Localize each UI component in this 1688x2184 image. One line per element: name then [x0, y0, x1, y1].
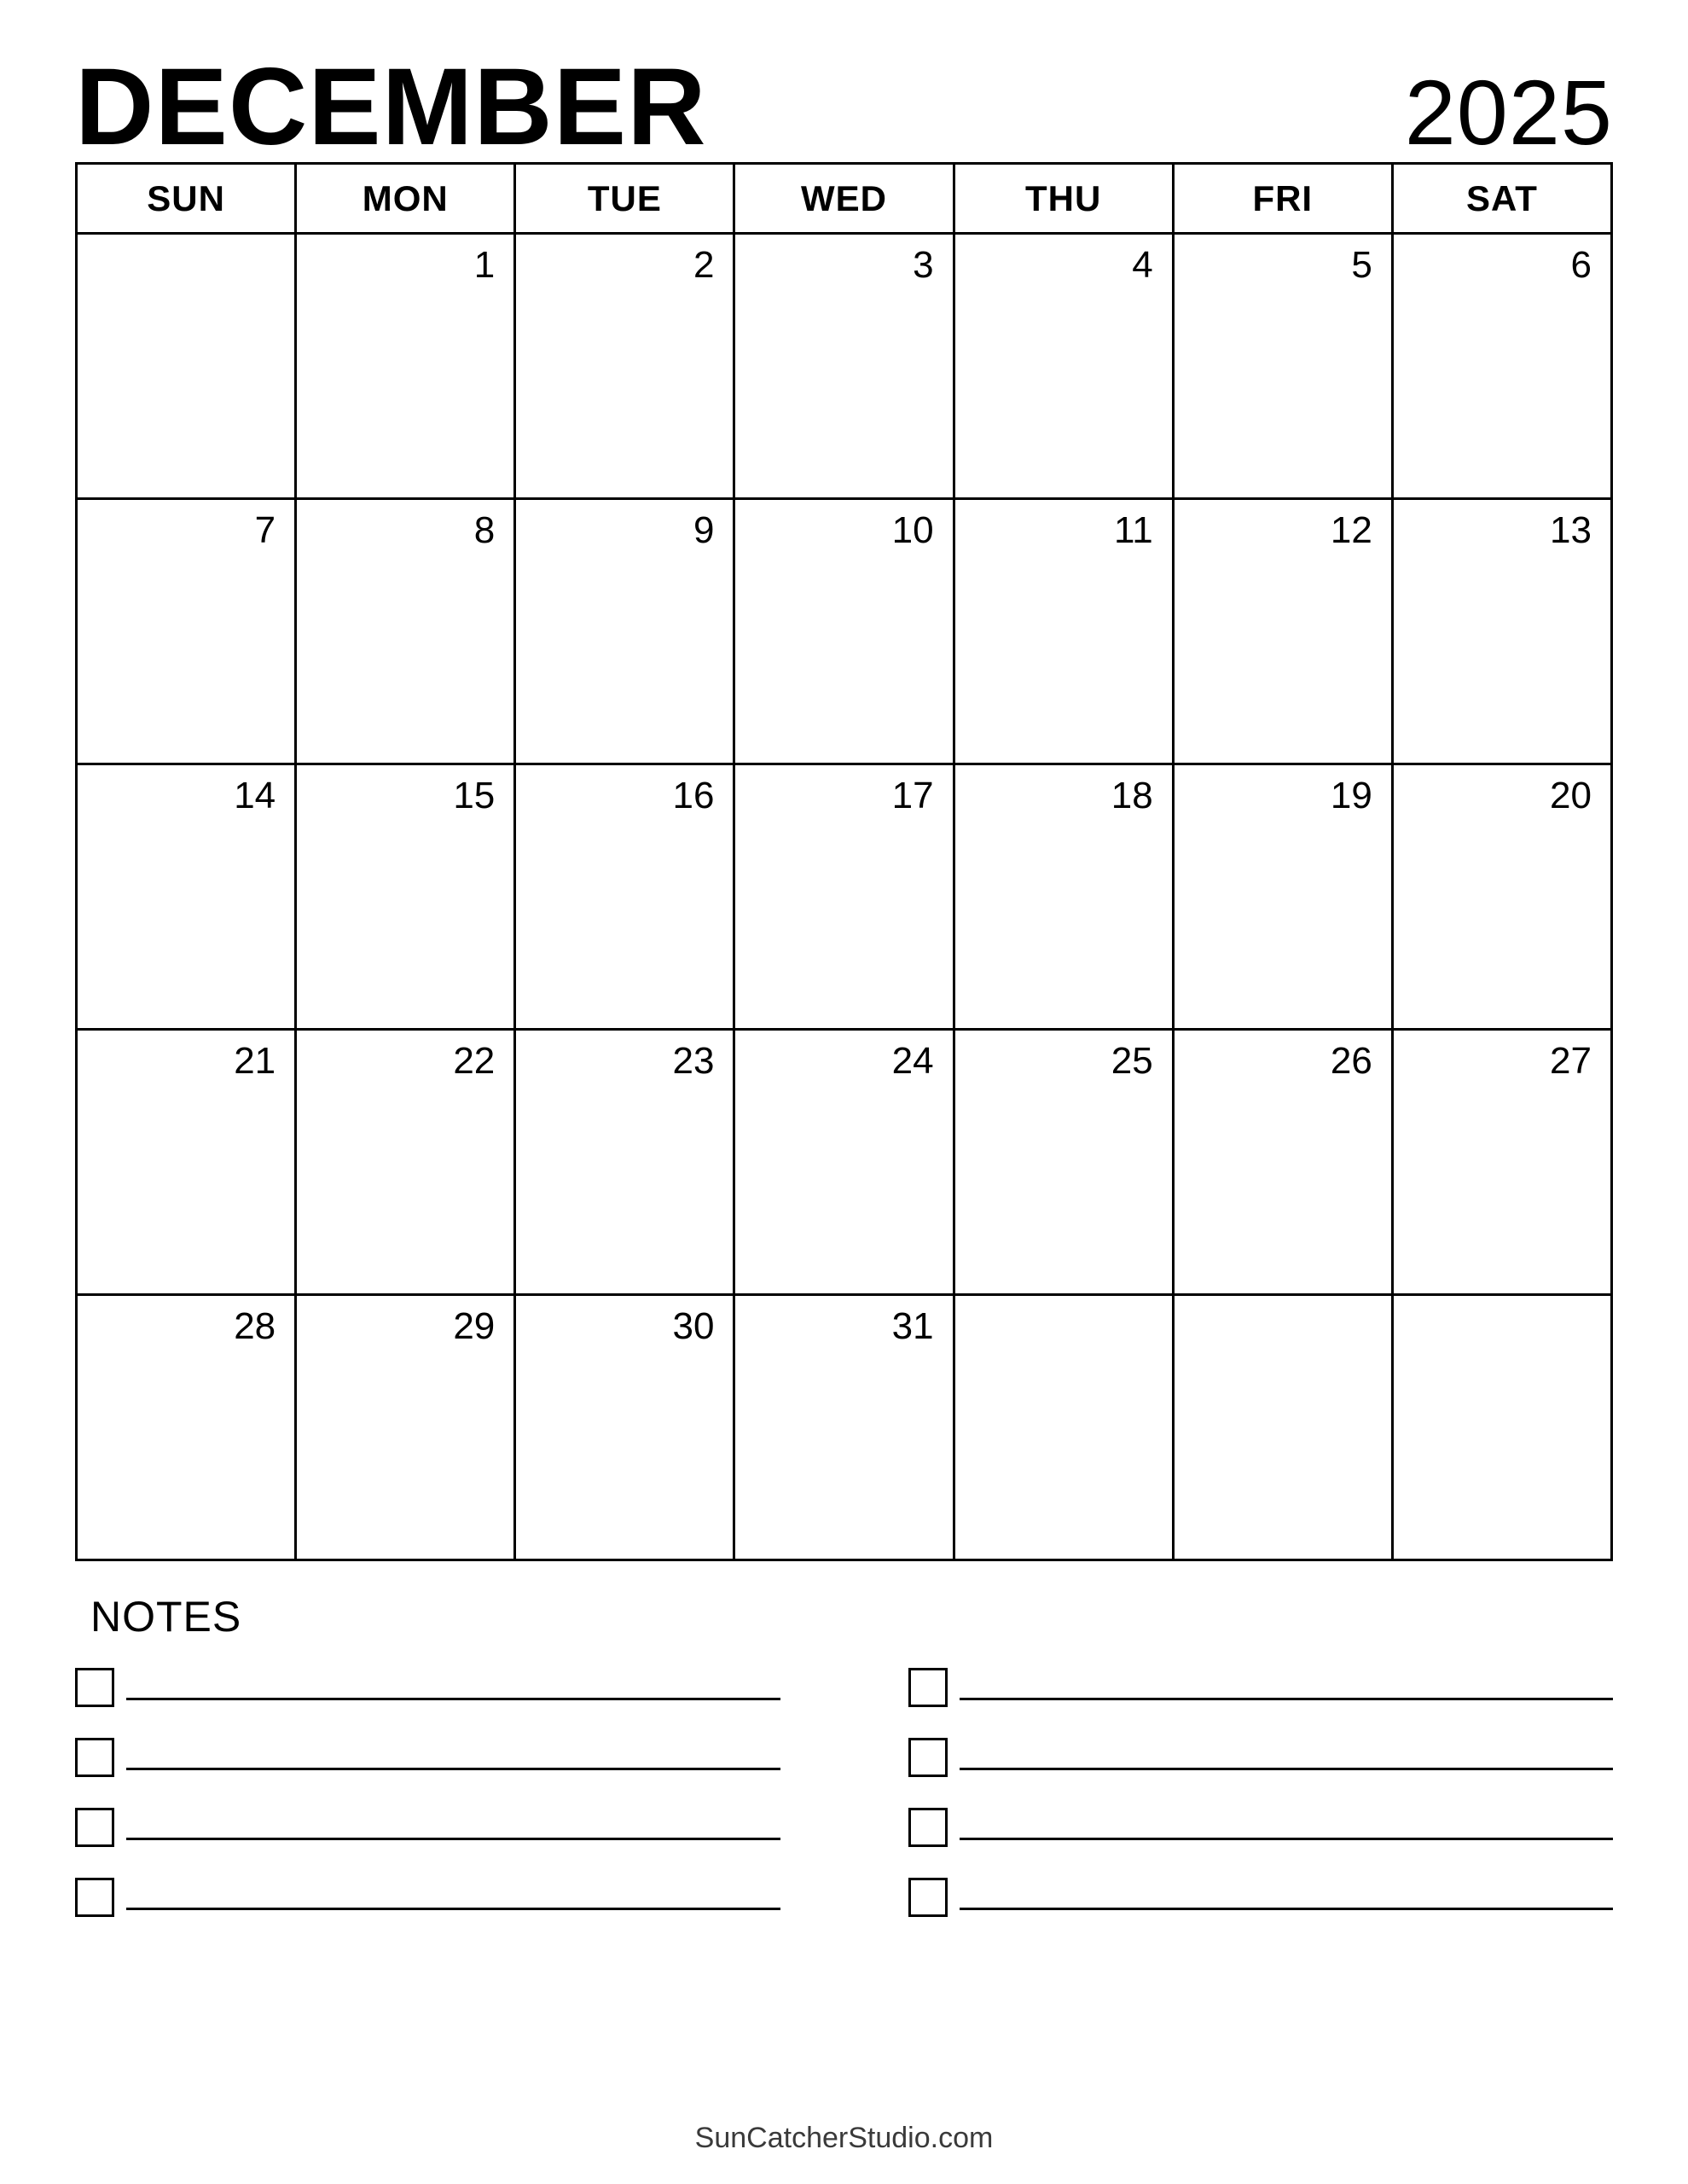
day-cell[interactable] [735, 1031, 954, 1296]
note-row[interactable] [908, 1804, 1614, 1851]
month-label: DECEMBER [75, 46, 707, 168]
notes-heading: NOTES [90, 1593, 242, 1641]
weekday-header-sun: SUN [78, 165, 297, 235]
note-line-input[interactable] [960, 1698, 1614, 1700]
day-number: 16 [672, 775, 715, 816]
day-number: 12 [1330, 509, 1372, 551]
weekday-header-sat: SAT [1394, 165, 1613, 235]
day-cell[interactable] [78, 765, 297, 1031]
weekday-header-mon: MON [297, 165, 516, 235]
note-line-input[interactable] [126, 1768, 780, 1770]
day-number: 11 [1114, 509, 1153, 551]
page-title [75, 0, 1613, 168]
day-number: 31 [891, 1305, 934, 1347]
note-line-input[interactable] [126, 1908, 780, 1910]
day-cell[interactable] [955, 235, 1175, 500]
day-cell[interactable] [78, 1031, 297, 1296]
notes-column-right [908, 1664, 1614, 1921]
checkbox-icon[interactable] [75, 1668, 114, 1707]
day-number: 26 [1330, 1040, 1372, 1082]
day-number: 19 [1330, 775, 1372, 816]
day-cell[interactable] [297, 500, 516, 765]
day-cell[interactable] [735, 1296, 954, 1561]
checkbox-icon[interactable] [75, 1808, 114, 1847]
year-label: 2025 [1404, 61, 1613, 164]
day-cell[interactable] [735, 765, 954, 1031]
day-number: 25 [1111, 1040, 1153, 1082]
day-cell[interactable] [1394, 500, 1613, 765]
weekday-header-tue: TUE [516, 165, 735, 235]
day-cell[interactable] [516, 235, 735, 500]
day-number: 3 [913, 244, 934, 286]
day-number: 28 [234, 1305, 276, 1347]
weekday-header-wed: WED [735, 165, 954, 235]
day-number: 18 [1111, 775, 1153, 816]
day-cell[interactable] [297, 1296, 516, 1561]
day-number: 17 [891, 775, 934, 816]
day-cell[interactable] [735, 500, 954, 765]
day-cell[interactable] [955, 1031, 1175, 1296]
note-row[interactable] [75, 1804, 780, 1851]
day-number: 1 [473, 244, 496, 286]
day-cell[interactable] [1394, 1296, 1613, 1561]
day-cell[interactable] [297, 765, 516, 1031]
checkbox-icon[interactable] [908, 1808, 948, 1847]
day-number: 27 [1550, 1040, 1592, 1082]
day-cell[interactable] [516, 1031, 735, 1296]
day-cell[interactable] [1394, 235, 1613, 500]
day-number: 13 [1550, 509, 1592, 551]
note-row[interactable] [75, 1873, 780, 1921]
note-row[interactable] [908, 1734, 1614, 1781]
day-number: 10 [891, 509, 934, 551]
weekday-header-thu: THU [955, 165, 1175, 235]
day-number: 30 [672, 1305, 715, 1347]
day-cell[interactable] [955, 500, 1175, 765]
day-cell[interactable] [1175, 500, 1394, 765]
day-number: 15 [453, 775, 496, 816]
checkbox-icon[interactable] [75, 1878, 114, 1917]
day-cell[interactable] [516, 765, 735, 1031]
day-cell[interactable] [1394, 765, 1613, 1031]
day-cell[interactable] [1175, 1296, 1394, 1561]
day-number: 4 [1132, 244, 1153, 286]
note-row[interactable] [908, 1873, 1614, 1921]
notes-columns [75, 1664, 1613, 1921]
note-line-input[interactable] [960, 1768, 1614, 1770]
day-number: 6 [1570, 244, 1592, 286]
day-number: 2 [693, 244, 715, 286]
day-cell[interactable] [516, 500, 735, 765]
day-number: 5 [1351, 244, 1372, 286]
day-cell[interactable] [78, 235, 297, 500]
notes-section [75, 1592, 1613, 1921]
day-number: 8 [473, 509, 496, 551]
notes-column-left [75, 1664, 780, 1921]
day-number: 20 [1550, 775, 1592, 816]
checkbox-icon[interactable] [908, 1668, 948, 1707]
day-number: 7 [254, 509, 276, 551]
note-row[interactable] [75, 1734, 780, 1781]
weekday-header-fri: FRI [1175, 165, 1394, 235]
day-cell[interactable] [955, 765, 1175, 1031]
day-cell[interactable] [1175, 1031, 1394, 1296]
footer-credit: SunCatcherStudio.com [694, 2122, 994, 2154]
checkbox-icon[interactable] [908, 1738, 948, 1777]
day-cell[interactable] [1394, 1031, 1613, 1296]
day-number: 29 [453, 1305, 496, 1347]
calendar-grid [75, 162, 1613, 1561]
day-cell[interactable] [78, 500, 297, 765]
note-line-input[interactable] [126, 1838, 780, 1840]
day-cell[interactable] [297, 1031, 516, 1296]
day-cell[interactable] [1175, 235, 1394, 500]
day-cell[interactable] [297, 235, 516, 500]
note-row[interactable] [75, 1664, 780, 1711]
day-number: 24 [891, 1040, 934, 1082]
note-row[interactable] [908, 1664, 1614, 1711]
note-line-input[interactable] [960, 1908, 1614, 1910]
day-cell[interactable] [955, 1296, 1175, 1561]
day-number: 21 [234, 1040, 276, 1082]
note-line-input[interactable] [126, 1698, 780, 1700]
day-cell[interactable] [1175, 765, 1394, 1031]
day-number: 14 [234, 775, 276, 816]
day-number: 23 [672, 1040, 715, 1082]
day-number: 9 [693, 509, 715, 551]
day-cell[interactable] [735, 235, 954, 500]
checkbox-icon[interactable] [908, 1878, 948, 1917]
day-number: 22 [453, 1040, 496, 1082]
note-line-input[interactable] [960, 1838, 1614, 1840]
checkbox-icon[interactable] [75, 1738, 114, 1777]
day-cell[interactable] [516, 1296, 735, 1561]
day-cell[interactable] [78, 1296, 297, 1561]
